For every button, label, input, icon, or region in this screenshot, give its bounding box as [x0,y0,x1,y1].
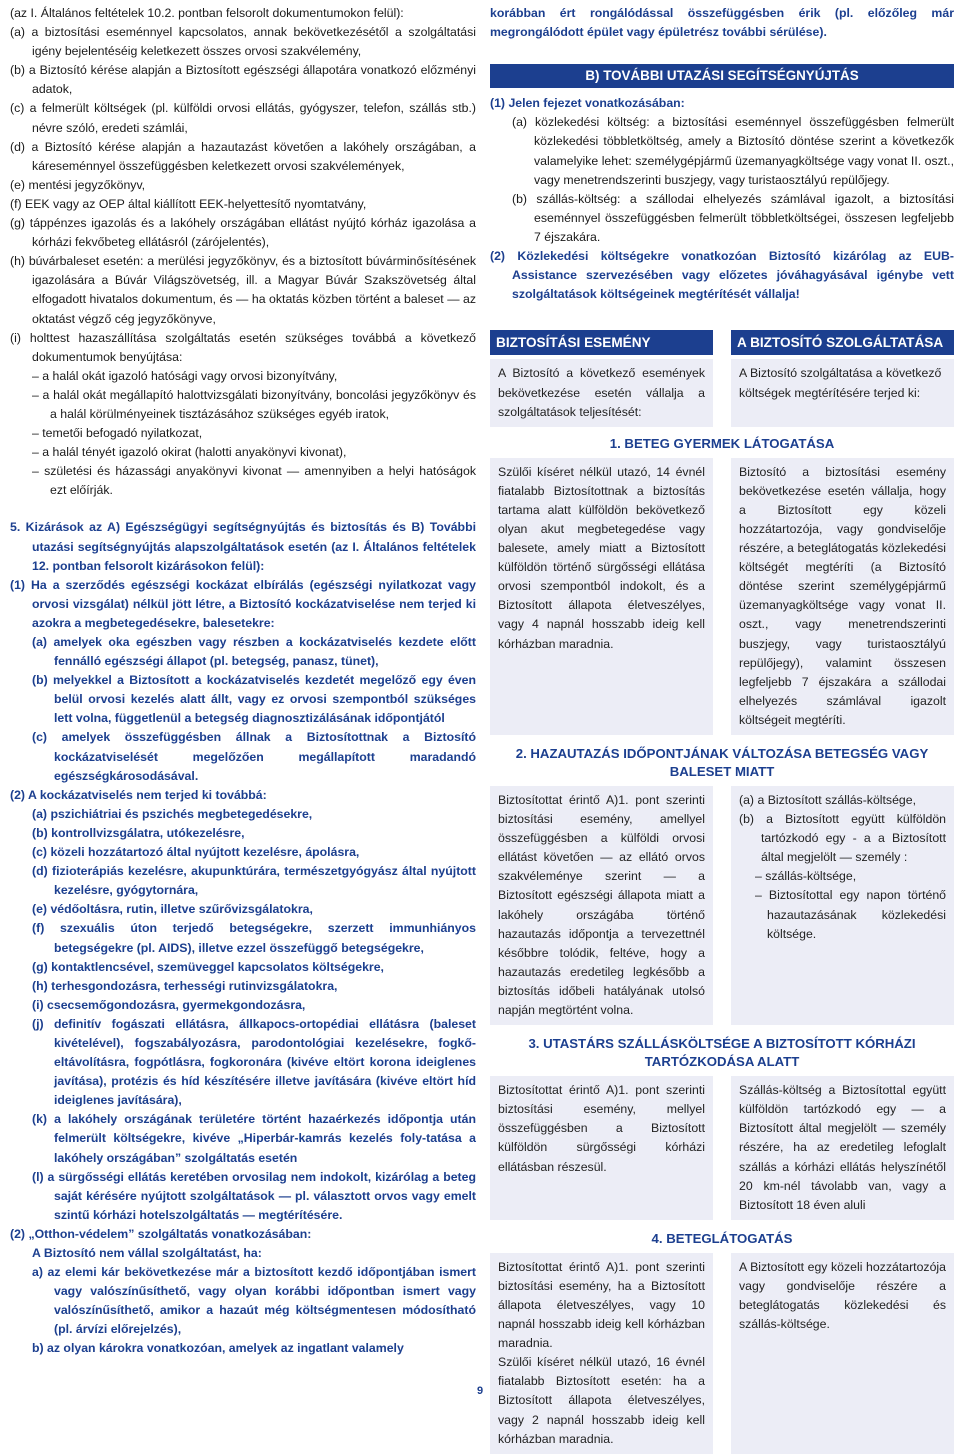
exclusion-item: (l) a sürgősségi ellátás keretében orvosilag nem indokolt, kizárólag a beteg saját kérésére nyújtott szolgáltatások — pl. választott orvos vagy emelt szintű kórházi hotelszolgáltatás — megtérítésére. [32,1169,476,1222]
service-provision-text: (b) a Biztosított együtt külföldön tartózkodó egy - a a Biztosított által megjelölt — személy : [739,812,946,865]
service-provision-cell: A Biztosított egy közeli hozzátartozója vagy gondviselője részére a beteglátogatás közlekedési és szállás-költsége. [731,1253,954,1454]
exclusion-item: (h) terhesgondozásra, terhességi rutinvizsgálatokra, [32,978,338,993]
exclusion-item: a) az elemi kár bekövetkezése már a biztosított kezdő időpontjában ismert vagy valószínűsíthető, vagy olyan korábbi időpontban ismert vagy valószínűsíthető, amikor a hazaút még költségmentesen módosítható (pl. árvízi előrejelzés), [32,1265,476,1337]
service-section-title: 1. BETEG GYERMEK LÁTOGATÁSA [609,435,835,451]
left-column [10,4,476,1359]
service-event-text: Szülői kíséret nélkül utazó, 16 évnél fiatalabb Biztosított esetén: ha a Biztosított állapota életveszélyes, vagy 2 napnál hosszabb ideig kell kórházban maradnia. [498,1355,705,1446]
service-section-row [490,458,954,735]
document-list-item: (c) a felmerült költségek (pl. külföldi orvosi ellátás, gyógyszer, telefon, szállás stb.) névre szóló, eredeti számlái, [10,101,476,135]
service-section-title: 4. BETEGLÁTOGATÁS [651,1230,793,1246]
service-provision-text: – szállás-költsége, [755,869,857,884]
exclusion-item: (j) definitív fogászati ellátásra, állkapocs-ortopédiai ellátásra (baleset kivételével), fogszabályozásra, parodontológiai kezelésekre, fogkő-eltávolításra, fogpótlásra, fogkoronára (kivéve eltört korona ideiglenes javítása), protézis és híd készítésére illetve javítására (kivéve eltört híd ideiglenes javítására), [32,1016,476,1108]
continuation-text: korábban ért rongálódással összefüggésben érik (pl. előzőleg már megrongálódott épület vagy épületrész további sérülése). [490,6,954,40]
section-b-item: (2) Közlekedési költségekre vonatkozóan Biztosító kizárólag az EUB-Assistance szervezésében vagy előzetes jóváhagyásával igénybe vett szolgáltatások költségeinek megtérítését vállalja! [490,249,954,302]
service-provision-cell [731,786,954,1025]
document-list-item: – születési és házassági anyakönyvi kivonat — amennyiben a helyi hatóságok ezt előírják. [32,464,476,498]
table-intro-service: A Biztosító szolgáltatása a következő költségek megtérítésére terjed ki: [731,359,954,426]
section-b-item: (1) Jelen fejezet vonatkozásában: [490,96,685,111]
service-sections [490,435,954,1454]
service-provision-text: (a) a Biztosított szállás-költsége, [739,793,917,807]
exclusion-item: (2) „Otthon-védelem” szolgáltatás vonatkozásában: [10,1226,312,1241]
exclusion-item: (g) kontaktlencsével, szemüveggel kapcsolatos költségekre, [32,959,384,974]
exclusion-item: (k) a lakóhely országának területére történt hazaérkezés időpontja után felmerült költségekre, kivéve „Hiperbár-kamrás kezelés foly-tatása a lakóhely országában” szolgáltatás esetén [32,1112,476,1165]
service-event-text: Biztosítottat érintő A)1. pont szerinti biztosítási esemény, ha a Biztosított állapota életveszélyes, vagy 10 napnál hosszabb ideig kell kórházban maradnia. [498,1259,705,1351]
document-list-item: (i) holttest hazaszállítása szolgáltatás esetén szükséges továbbá a következő dokumentumok benyújtása: [10,330,476,364]
service-section-title: 3. UTASTÁRS SZÁLLÁSKÖLTSÉGE A BIZTOSÍTOTT KÓRHÁZI TARTÓZKODÁSA ALATT [528,1036,916,1070]
section-b-item: (a) közlekedési költség: a biztosítási eseménnyel összefüggésben felmerült közlekedési többletköltség, amely a Biztosító döntése szerint a következők valamelyike lehet: személygépjármű üzemanyagköltsége vagy vonat II. oszt., vagy menetrendszerinti buszjegy, vagy turistaosztályú repülőjegy. [512,115,954,187]
right-column [490,4,954,1454]
table-header-event: BIZTOSÍTÁSI ESEMÉNY [490,330,713,355]
section-b-banner-wrap [490,64,954,88]
document-list-item: (f) EEK vagy az OEP által kiállított EEK-helyettesítő nyomtatvány, [10,196,367,211]
document-list-item: (d) a Biztosító kérése alapján a hazautazást követően a lakóhely országában, a káreseménnyel összefüggésben keletkezett orvosi szakvélemények, [10,139,476,173]
exclusion-item: (e) védőoltásra, rutin, illetve szűrővizsgálatokra, [32,902,313,917]
exclusion-item: 5. Kizárások az A) Egészségügyi segítségnyújtás és biztosítás és B) További utazási segítségnyújtás alapszolgáltatások esetén (az I. Általános feltételek 12. pontban felsorolt kizárásokon felül): [10,520,476,573]
table-header-service: A BIZTOSÍTÓ SZOLGÁLTATÁSA [731,330,954,355]
exclusion-item: (b) kontrollvizsgálatra, utókezelésre, [32,825,245,840]
document-list-item: (g) táppénzes igazolás és a lakóhely országában ellátást nyújtó kórház igazolása a kórházi fekvőbeteg ellátásról (zárójelentés), [10,216,476,250]
document-list-item: – a halál tényét igazoló okirat (halotti anyakönyvi kivonat), [32,445,347,460]
table-intro-row [490,359,954,426]
document-list-item: – a halál okát igazoló hatósági vagy orvosi bizonyítvány, [32,368,338,383]
service-section-row [490,1076,954,1220]
document-list-item: (e) mentési jegyzőkönyv, [10,177,146,192]
exclusion-item: (b) melyekkel a Biztosított a kockázatviselés kezdetét megelőző egy éven belül orvosi kezelés alatt állt, vagy ez orvosi szempontból szükséges lett volna, függetlenül a betegség diagnosztizálásának időpontjától [32,673,476,726]
section-5-exclusions [10,518,476,1358]
section-b-banner: B) TOVÁBBI UTAZÁSI SEGÍTSÉGNYÚJTÁS [490,64,954,88]
service-event-cell: Biztosítottat érintő A)1. pont szerinti biztosítási esemény, amellyel összefüggésben a külföldi orvosi ellátást követően — az ellátó orvos szakvéleménye szerint — a Biztosított egészségi állapota miatt a lakóhely országába történő hazautazás időpontja a tervezettnél későbbre tolódik, feltéve, hogy a hazautazás eredetileg legkésőbb a biztosítás időbeli hatályának utolsó napján megtörtént volna. [490,786,713,1025]
service-event-cell: Szülői kíséret nélkül utazó, 14 évnél fiatalabb Biztosítottnak a biztosítás tartama alatt külföldön bekövetkező olyan akut megbetegedése vagy balesete, amely miatt a Biztosított külföldön történő sürgősségi ellátása orvosi szempontból indokolt, és a Biztosított állapota életveszélyes, vagy 4 napnál hosszabb ideig kell kórházban maradnia. [490,458,713,735]
page-number: 9 [476,1385,484,1397]
table-header [490,330,954,355]
service-provision-text: – Biztosítottal egy napon történő hazautazásának közlekedési költsége. [755,888,946,941]
service-provision-cell: Szállás-költség a Biztosítottal együtt külföldön tartózkodó egy — a Biztosított által megjelölt — személy részére, ha az eredetileg lefoglalt szállás a kórházi ellátás helyszínétől 20 km-nél távolabb van, vagy a Biztosított 18 éven aluli [731,1076,954,1220]
document-list-item: (a) a biztosítási eseménnyel kapcsolatos, annak bekövetkezésétől a szolgáltatási igény bejelentéséig keletkezett összes orvosi szakvélemény, [10,25,476,59]
service-provision-cell: Biztosító a biztosítási esemény bekövetkezése esetén vállalja, hogy a Biztosított egy közeli hozzátartozója, vagy gondviselője részére, a beteglátogatás közlekedési költségét megtéríti (a Biztosító döntése szerint személygépjármű üzemanyagköltsége vagy vonat II. oszt., vagy menetrendszerinti buszjegy, vagy turistaosztályú repülőjegy), valamint összesen legfeljebb 7 éjszakára a szállodai elhelyezés számlával igazolt költségeit megtéríti. [731,458,954,735]
exclusion-item: (i) csecsemőgondozásra, gyermekgondozásra, [32,997,306,1012]
exclusion-item: (2) A kockázatviselés nem terjed ki továbbá: [10,787,267,802]
exclusion-item: (1) Ha a szerződés egészségi kockázat elbírálás (egészségi nyilatkozat vagy orvosi vizsgálat) nélkül jött létre, a Biztosító kockázatviselése nem terjed ki azokra a megbetegedésekre, balesetekre: [10,577,476,630]
exclusion-item: (d) fizioterápiás kezelésre, akupunktúrára, természetgyógyász által nyújtott kezelésre, gyógytornára, [32,864,476,898]
exclusion-item: (a) amelyek oka egészben vagy részben a kockázatviselés kezdete előtt fennálló egészségi állapot (pl. betegség, panasz, tünet), [32,635,476,669]
service-section-row [490,786,954,1025]
document-list-item: (b) a Biztosító kérése alapján a Biztosított egészségi állapotára vonatkozó előzményi adatok, [10,63,476,97]
section-b-items [490,94,954,304]
exclusion-item: (c) amelyek összefüggésben állnak a Biztosítottnak a Biztosító kockázatviselését megelőzően megállapított maradandó egészségkárosodásával. [32,730,476,783]
service-section-title: 2. HAZAUTAZÁS IDŐPONTJÁNAK VÁLTOZÁSA BETEGSÉG VAGY BALESET MIATT [515,746,929,779]
section-b-item: (b) szállás-költség: a szállodai elhelyezés számlával igazolt, a biztosítási eseménnyel összefüggésben felmerült többletköltségei, összesen legfeljebb 7 éjszakára. [512,191,954,244]
document-list-item: – a halál okát megállapító halottvizsgálati bizonyítvány, boncolási jegyzőkönyv és a halál körülményeinek tisztázásához szükséges egyéb iratok, [32,387,476,421]
document-list-item: – temetői befogadó nyilatkozat, [32,426,203,441]
document-list-item: (az I. Általános feltételek 10.2. pontban felsorolt dokumentumokon felül): [10,6,404,20]
document-list-item: (h) búvárbaleset esetén: a merülési jegyzőkönyv, és a biztosított búvárminősítésének igazolására a Búvár Világszövetség, ill. a Magyar Búvár Szakszövetség által elfogadott hivatalos dokumentum, és — ha oktatás közben történt a baleset — az oktatást végző cég jegyzőkönyve, [10,254,476,326]
exclusion-item: A Biztosító nem vállal szolgáltatást, ha: [32,1246,262,1260]
exclusion-item: (c) közeli hozzátartozó által nyújtott kezelésre, ápolásra, [32,845,360,860]
required-documents-list [10,4,476,500]
service-event-cell: Biztosítottat érintő A)1. pont szerinti biztosítási esemény, mellyel összefüggésben a Biztosított külföldön sürgősségi kórházi ellátásban részesül. [490,1076,713,1220]
service-section-row [490,1253,954,1454]
exclusion-item: (f) szexuális úton terjedő betegségekre, szerzett immunhiányos betegségekre (pl. AIDS), illetve ezzel összefüggő betegségekre, [32,921,476,955]
service-event-cell [490,1253,713,1454]
exclusion-item: (a) pszichiátriai és pszichés megbetegedésekre, [32,806,313,821]
exclusion-item: b) az olyan károkra vonatkozóan, amelyek az ingatlant valamely [32,1341,404,1356]
table-intro-event: A Biztosító a következő események bekövetkezése esetén vállalja a szolgáltatások teljesítését: [490,359,713,426]
